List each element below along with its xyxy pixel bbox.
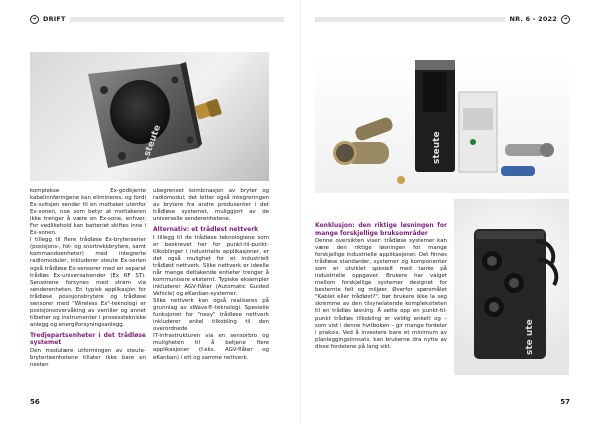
paragraph: ubegrenset kombinasjon av bryter og radiomodul; det letter også integreringen av brytere fra andre produsenter i det trådløse systemet, muliggjort av de universelle senderenhetene. xyxy=(153,188,269,223)
paragraph: I tillegg til flere trådløse Ex-bryterserier (posisjons-, fot- og snortrekkbrytere, samt kommandoenheter) med integrerte radiomoduler, inkluderer steute Ex-serien også trådløse Ex-sensorer med en separat trådløs Ex-universalsender (Ex RF ST). Sensorene forsynes med strøm via senderenheten. En typisk applikasjon for trådløse posisjonsbrytere og trådløse sensorer med "Wireless Ex"-teknologi er posisjonsovervåking av ventiler og annet tilbehør og instrumenter i prosesstekniske anlegg og energiforsyningsanlegg. xyxy=(30,237,146,328)
products-illustration xyxy=(315,52,569,193)
sensor-illustration xyxy=(30,52,269,181)
section-label: DRIFT xyxy=(43,15,66,23)
left-header xyxy=(30,14,284,24)
left-column-2 xyxy=(153,188,269,362)
issue-label: NR. 6 - 2022 xyxy=(509,15,557,23)
right-column-text xyxy=(315,222,447,351)
right-header xyxy=(315,14,570,24)
header-bar xyxy=(70,17,284,22)
subheading: Konklusjon: den riktige løsningen for mange forskjellige bruksområder xyxy=(315,222,447,237)
box-brand: ste ute xyxy=(525,319,535,355)
paragraph: Den modulære utformingen av steute-bryterteenhetene tillater ikke bare en nesten xyxy=(30,347,146,369)
paragraph: IT-infrastrukturen via en sensorbro og muligheten til å betjene flere applikasjoner (f.eks. AGV-flåter og eKanban) i ett og samme nettverk. xyxy=(153,333,269,361)
arrow-left-circle-icon: ➜ xyxy=(561,15,570,24)
left-column-1 xyxy=(30,188,146,369)
kit-brand: steute xyxy=(432,131,442,164)
paragraph: Slike nettverk kan også realiseres på grunnlag av sWave®-teknologi. Spesielle funksjoner for "nexy" trådløse nettverk inkluderer enkel tilkobling til den overordnede xyxy=(153,298,269,333)
header-bar xyxy=(315,17,505,22)
sensor-brand: .steute xyxy=(141,123,164,162)
subheading: Alternativ: et trådløst nettverk xyxy=(153,226,259,234)
paragraph: Denne oversikten viser: trådløse systemer kan være den riktige løsningen for mange forskjellige industrielle applikasjoner. Det finnes trådløse standarder, systemer og komponenter som er utviklet spesielt med tanke på industrielle oppgaver. Brukere har valget mellom forskjellige systemer designet for bestemte felt og miljøer. Øverfor spørsmålet "Kablet eller trådløst?", bør brukere ikke la seg skremme av den tilsynelatende kompleksiteten til en trådløs løsning. Å sette opp en punkt-til-punkt trådløs tilkobling er veldig enkelt og – som vist i denne hvitboken – gir mange fordeler i praksis. Ved å investere bare et minimum av planleggingsinnsats, kan brukerne dra nytte av disse fordelene på lang sikt. xyxy=(315,238,447,350)
arrow-right-circle-icon: ➜ xyxy=(30,15,39,24)
wireless-box-photo xyxy=(454,199,569,375)
paragraph: I tillegg til de trådløse teknologiene som er beskrevet her for punkt-til-punkt-tilkoblinger i industrielle applikasjoner, er det også mulighet for et industrielt trådløst nettverk. Slike nettverk er ideelle når mange deltakende enheter trenger å kommunisere eksternt. Typiske eksempler inkluderer AGV-flåter (Automatic Guided Vehicle) og eKanban-systemer. xyxy=(153,234,269,298)
page-number-left: 56 xyxy=(30,398,40,406)
product-range-photo xyxy=(315,52,569,193)
subheading: Tredjepartsenheter i det trådløse systemet xyxy=(30,331,146,347)
paragraph: komplekse Ex-godkjente kabelinnføringene kan elimineres, og fordi Ex-svitsjen sender til en mottaker utenfor Ex-sonen, noe som betyr at mottakeren ikke trenger å være en Ex-sone, enhver. For vedlikehold kan batteriet skiftes inne i Ex-sonen. xyxy=(30,188,146,237)
box-illustration xyxy=(454,199,569,375)
page-number-right: 57 xyxy=(560,398,570,406)
right-page xyxy=(300,0,600,424)
sensor-photo xyxy=(30,52,269,181)
